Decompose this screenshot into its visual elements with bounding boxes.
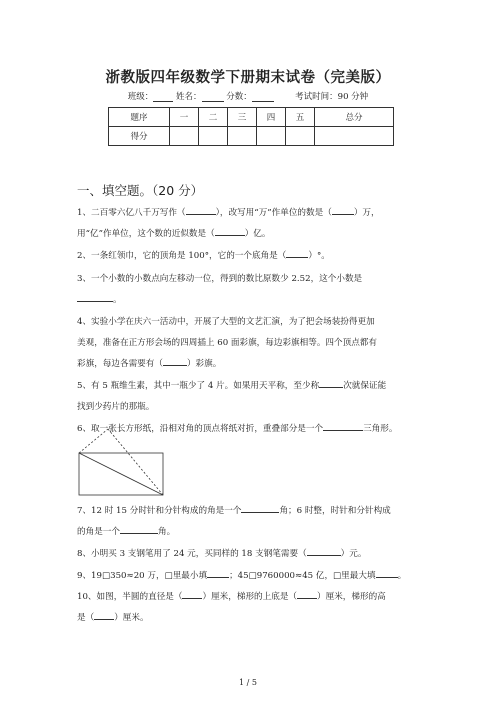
score-cell[interactable] [170,127,199,146]
student-info-line [0,90,496,102]
answer-blank[interactable] [323,419,363,431]
question-5-line-1: 5、有 5 瓶维生素，其中一瓶少了 4 片。如果用天平称，至少称 次就保证能 [77,376,422,397]
answer-blank[interactable] [182,587,202,599]
header-cell: 总分 [315,108,394,127]
score-table [108,107,394,146]
page-title: 浙教版四年级数学下册期末试卷（完美版） [105,70,391,86]
answer-blank[interactable] [319,376,343,388]
question-3-line-2: 。 [77,290,422,311]
answer-blank[interactable] [241,501,279,513]
folded-rectangle-figure [78,425,178,497]
question-1-line-2: 用“亿”作单位，这个数的近似数是（ ）亿。 [77,224,422,245]
name-label: 姓名： [176,92,202,102]
question-10-line-1: 10、如图，半圆的直径是（ ）厘米，梯形的上底是（ ）厘米，梯形的高 [77,587,422,608]
score-cell[interactable] [199,127,228,146]
score-cell[interactable] [257,127,286,146]
header-cell: 题序 [109,108,170,127]
header-cell: 四 [257,108,286,127]
answer-blank[interactable] [120,522,158,534]
answer-blank[interactable] [307,544,341,556]
answer-blank[interactable] [186,203,216,215]
answer-blank[interactable] [376,566,398,578]
row-label-cell: 得分 [109,127,170,146]
question-9: 9、19□350≈20 万，□里最小填 ；45□9760000≈45 亿，□里最大填 。 [77,566,422,587]
question-4-line-1: 4、实验小学在庆六一活动中，开展了大型的文艺汇演，为了把会场装扮得更加 [77,317,375,327]
score-cell[interactable] [228,127,257,146]
diagonal-line [79,453,163,495]
class-label: 班级： [127,92,154,102]
answer-blank[interactable] [297,587,317,599]
question-7-line-2: 的角是一个 角。 [77,522,422,543]
header-cell: 五 [286,108,315,127]
class-blank [153,92,173,102]
score-cell[interactable] [286,127,315,146]
question-4-line-3: 彩旗，每边各需要有（ ）彩旗。 [77,354,422,375]
question-8: 8、小明买 3 支钢笔用了 24 元，买同样的 18 支钢笔需要（ ）元。 [77,544,422,565]
question-10-line-2: 是（ ）厘米。 [77,608,422,629]
answer-blank[interactable] [286,246,308,258]
answer-blank[interactable] [94,608,114,620]
score-cell[interactable] [315,127,394,146]
question-3-line-1: 3、一个小数的小数点向左移动一位，得到的数比原数少 2.52，这个小数是 [77,274,363,284]
score-blank [252,92,274,102]
question-5-line-2: 找到少药片的那瓶。 [77,402,155,412]
header-cell: 三 [228,108,257,127]
answer-blank[interactable] [332,203,354,215]
score-label: 分数： [226,92,252,102]
time-label: 考试时间：90 分钟 [295,92,369,102]
question-4-line-2: 美观，准备在正方形会场的四周插上 60 面彩旗，每边彩旗相等。四个顶点都有 [77,338,377,348]
name-blank [202,92,224,102]
answer-blank[interactable] [163,354,187,366]
answer-blank[interactable] [207,566,229,578]
fold-edge-dashed [108,429,163,495]
header-cell: 一 [170,108,199,127]
header-cell: 二 [199,108,228,127]
question-7-line-1: 7、12 时 15 分时针和分针构成的角是一个 角；6 时整，时针和分针构成 [77,501,422,522]
score-table-score-row [109,127,394,146]
answer-blank[interactable] [215,224,245,236]
score-table-header-row [109,108,394,127]
question-6: 6、取一张长方形纸，沿相对角的顶点将纸对折，重叠部分是一个 三角形。 [77,419,422,440]
section-heading-fill-in: 一、填空题。（20 分） [77,183,204,198]
question-1-line-1: 1、二百零六亿八千万写作（ ），改写用“万”作单位的数是（ ）万， [77,203,422,224]
fold-edge-dashed [79,429,108,453]
question-2: 2、一条红领巾，它的顶角是 100°，它的一个底角是（ ）°。 [77,246,422,267]
answer-blank[interactable] [77,290,113,302]
page-number: 1 / 5 [239,678,257,687]
